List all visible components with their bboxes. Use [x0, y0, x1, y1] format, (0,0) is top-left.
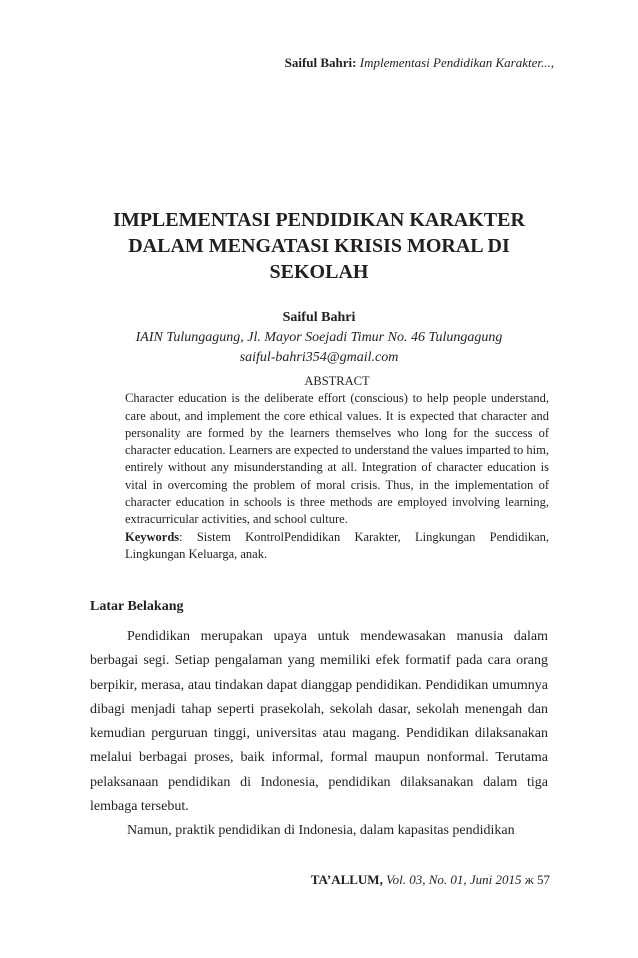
author-name: Saiful Bahri	[282, 310, 356, 325]
title-line: IMPLEMENTASI PENDIDIKAN KARAKTER	[113, 209, 525, 231]
abstract-body: Character education is the deliberate effort (conscious) to help people understand, care about, and implement the core ethical values. It is expected that character and personality are formed by the learners themselves who long for the success of character education. Learners are expected to understand the values imparted to him, entirely without any misunderstanding at all. Integration of character education is vital in overcoming the problem of moral crisis. Thus, in the implementation of character education in schools is three methods are employed involving learning, extracurricular activities, and school culture.	[125, 391, 549, 527]
article-title	[95, 207, 543, 285]
keywords-list: : Sistem KontrolPendidikan Karakter, Lingkungan Pendidikan, Lingkungan Keluarga, anak.	[125, 529, 549, 561]
abstract-heading: ABSTRACT	[304, 374, 370, 388]
page-footer	[0, 872, 550, 888]
section-heading: Latar Belakang	[90, 599, 184, 614]
footer-journal: TA’ALLUM,	[310, 872, 383, 887]
body-paragraph: Pendidikan merupakan upaya untuk mendewasakan manusia dalam berbagai segi. Setiap pengalaman yang memiliki efek formatif pada cara orang berpikir, merasa, atau tindakan dapat dianggap pendidikan. Pendidikan umumnya dibagi menjadi tahap seperti prasekolah, sekolah dasar, sekolah menengah dan kemudian perguruan tinggi, universitas atau magang. Pendidikan dilaksanakan melalui berbagai proses, baik informal, formal maupun nonformal. Terutama pelaksanaan pendidikan di Indonesia, pendidikan dilaksanakan dalam tiga lembaga tersebut.	[90, 629, 548, 815]
keywords	[125, 529, 549, 564]
page-number: 57	[537, 872, 550, 887]
running-head-author: Saiful Bahri:	[284, 55, 357, 70]
running-head	[0, 55, 554, 71]
footer-separator: ж	[524, 872, 534, 887]
author-email: saiful-bahri354@gmail.com	[239, 350, 399, 365]
author-affiliation: IAIN Tulungagung, Jl. Mayor Soejadi Timur No. 46 Tulungagung	[135, 330, 503, 345]
title-line: DALAM MENGATASI KRISIS MORAL DI	[128, 235, 510, 257]
keywords-label: Keywords	[125, 529, 180, 544]
body-paragraph: Namun, praktik pendidikan di Indonesia, dalam kapasitas pendidikan	[127, 823, 515, 838]
footer-issue: Vol. 03, No. 01, Juni 2015	[386, 872, 522, 887]
title-line: SEKOLAH	[269, 261, 369, 283]
byline	[90, 308, 548, 368]
running-head-title: Implementasi Pendidikan Karakter...,	[359, 55, 554, 70]
abstract	[125, 373, 549, 563]
